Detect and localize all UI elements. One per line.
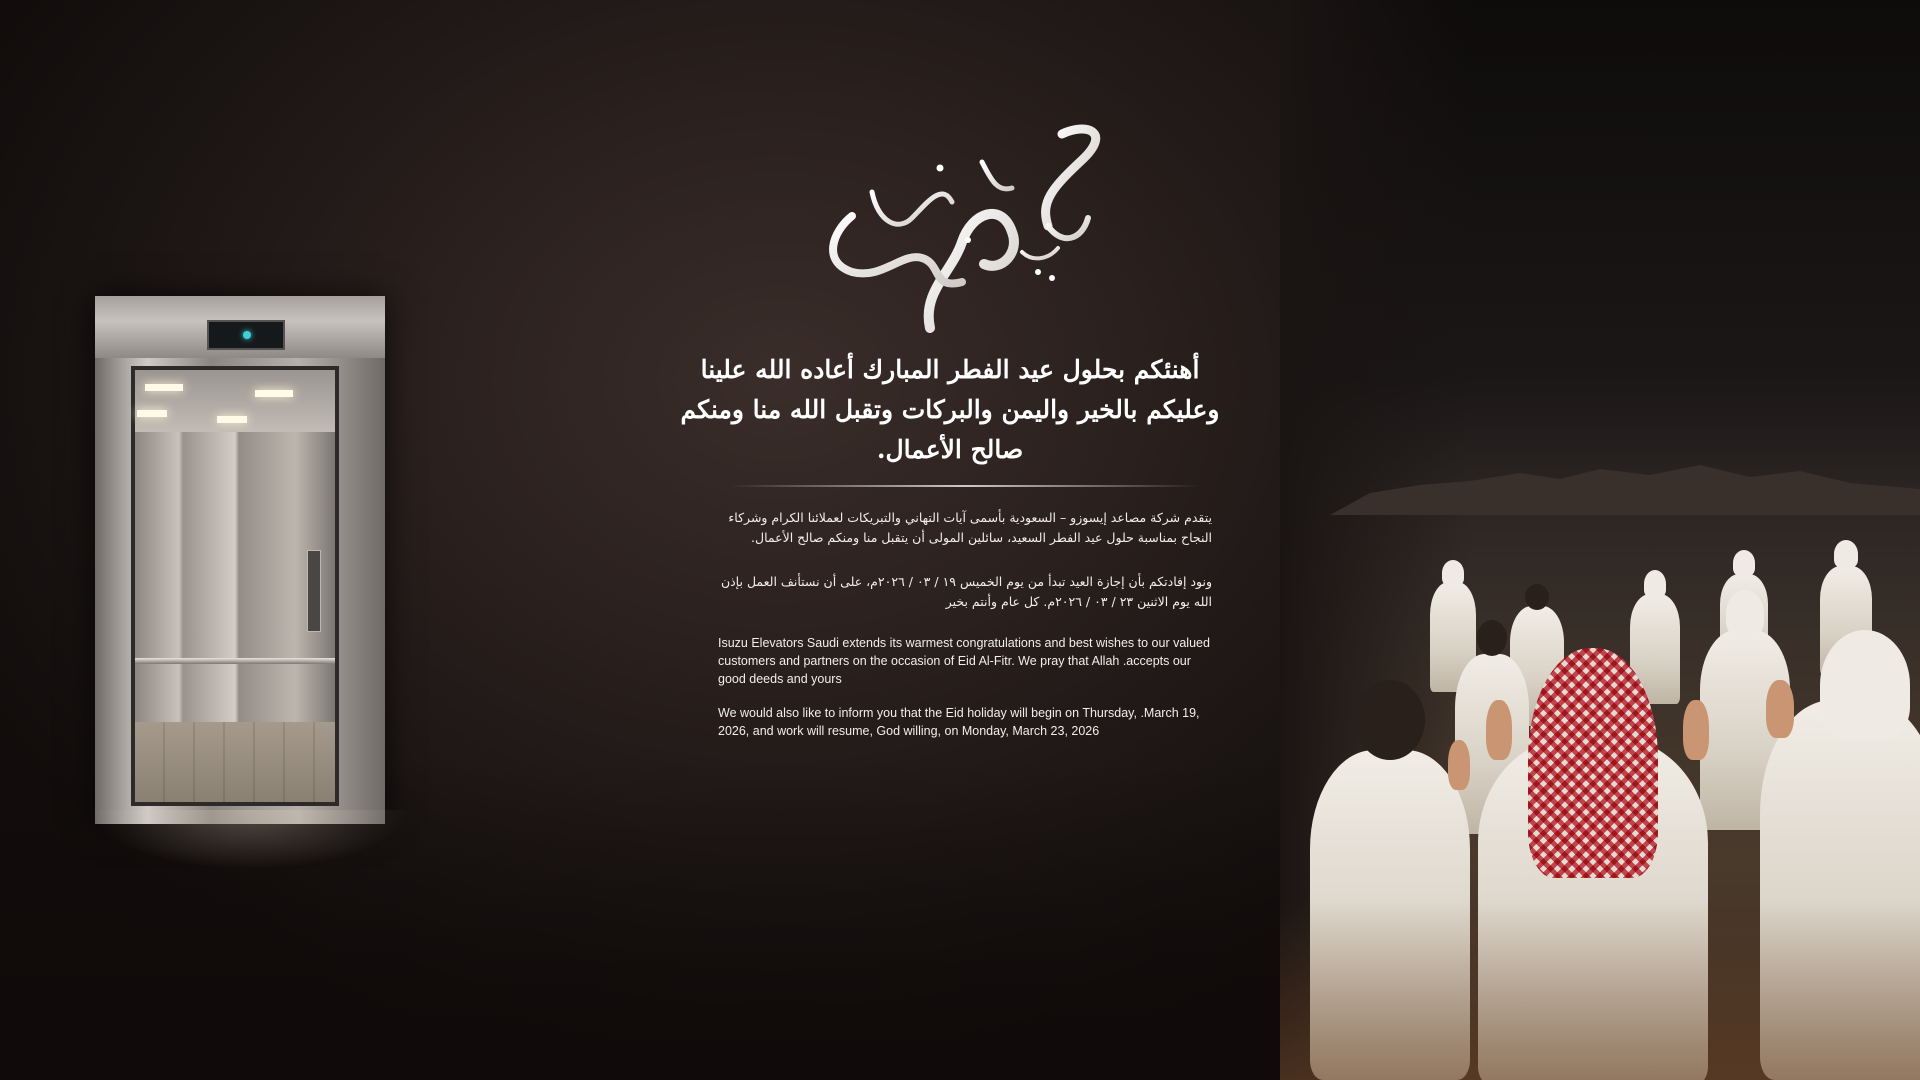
divider-line <box>730 485 1200 487</box>
handrail <box>135 658 335 664</box>
elevator-indicator-display <box>207 320 285 350</box>
elevator-illustration <box>95 296 385 824</box>
dust-haze <box>1280 900 1920 1080</box>
cab-wall <box>135 432 335 722</box>
english-holiday-notice-paragraph: We would also like to inform you that the Eid holiday will begin on Thursday, .March 19, 2026, and work will resume, God willing, on Monday, March 23, 2026 <box>718 706 1200 738</box>
arabic-holiday-notice-paragraph: ونود إفادتكم بأن إجازة العيد تبدأ من يوم الخميس ١٩ / ٠٣ / ٢٠٢٦م، على أن نستأنف العمل بإذن الله يوم الاثنين ٢٣ / ٠٣ / ٢٠٢٦م. كل عام وأنتم بخير <box>720 574 1212 609</box>
cab-ceiling <box>135 370 335 432</box>
indicator-led-icon <box>243 331 251 339</box>
eid-mubarak-calligraphy <box>812 122 1112 342</box>
elevator-header <box>95 296 385 358</box>
elevator-floor-glow <box>90 810 410 870</box>
distant-hills <box>1330 455 1920 515</box>
arabic-congratulations-paragraph: يتقدم شركة مصاعد إيسوزو – السعودية بأسمى آيات التهاني والتبريكات لعملائنا الكرام وشركاء النجاح بمناسبة حلول عيد الفطر السعيد، سائلين المولى أن يتقبل منا ومنكم صالح الأعمال. <box>728 510 1212 545</box>
button-panel <box>307 550 321 632</box>
arabic-headline: أهنئكم بحلول عيد الفطر المبارك أعاده الله علينا وعليكم بالخير واليمن والبركات وتقبل الله منا ومنكم صالح الأعمال. <box>680 355 1220 464</box>
cab-floor <box>135 722 335 802</box>
english-congratulations-paragraph: Isuzu Elevators Saudi extends its warmest congratulations and best wishes to our valued customers and partners on the occasion of Eid Al-Fitr. We pray that Allah .accepts our good deeds and yours <box>718 636 1210 686</box>
calligraphy-text: عيدكم مبارك <box>959 334 965 335</box>
elevator-cab <box>131 366 339 806</box>
